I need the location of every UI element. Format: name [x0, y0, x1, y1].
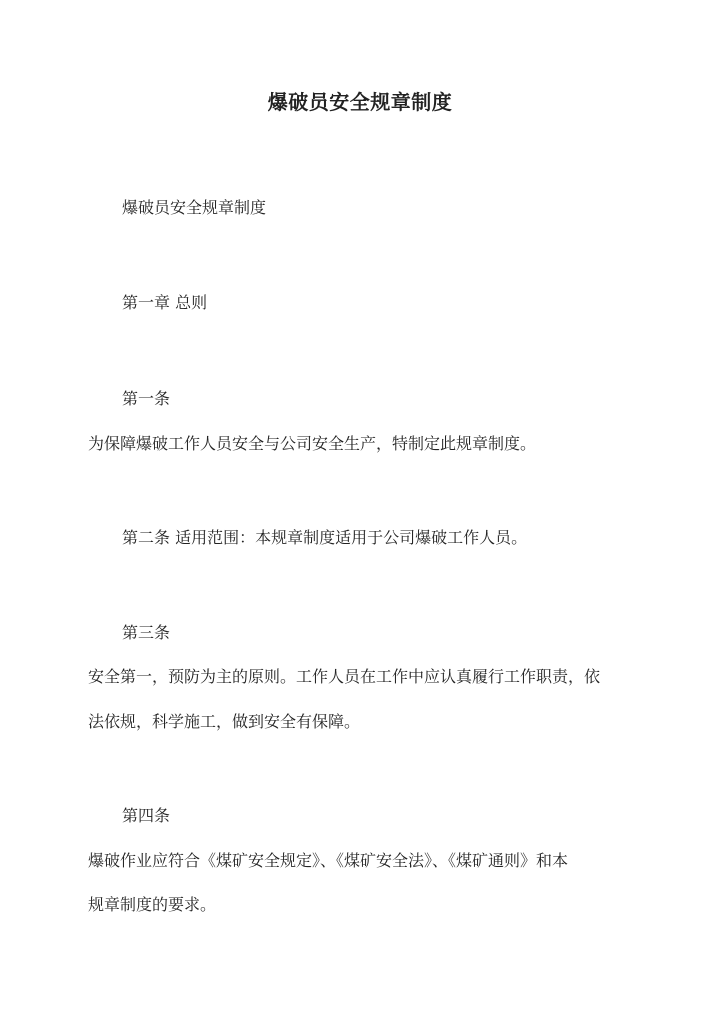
chapter-heading: 第一章 总则 — [122, 293, 208, 312]
article-4-text-line-1: 爆破作业应符合《煤矿安全规定》、《煤矿安全法》、《煤矿通则》和本 — [88, 851, 569, 870]
document-subtitle: 爆破员安全规章制度 — [122, 198, 267, 217]
article-4-text-line-2: 规章制度的要求。 — [88, 895, 217, 914]
article-4-label: 第四条 — [122, 806, 171, 825]
article-1-text: 为保障爆破工作人员安全与公司安全生产，特制定此规章制度。 — [88, 434, 537, 453]
article-1-label: 第一条 — [122, 389, 171, 408]
article-3-text-line-2: 法依规，科学施工，做到安全有保障。 — [88, 712, 361, 731]
article-3-text-line-1: 安全第一，预防为主的原则。工作人员在工作中应认真履行工作职责，依 — [88, 667, 601, 686]
article-3-label: 第三条 — [122, 623, 171, 642]
document-title: 爆破员安全规章制度 — [267, 90, 453, 114]
article-2-text: 第二条 适用范围：本规章制度适用于公司爆破工作人员。 — [122, 528, 528, 547]
